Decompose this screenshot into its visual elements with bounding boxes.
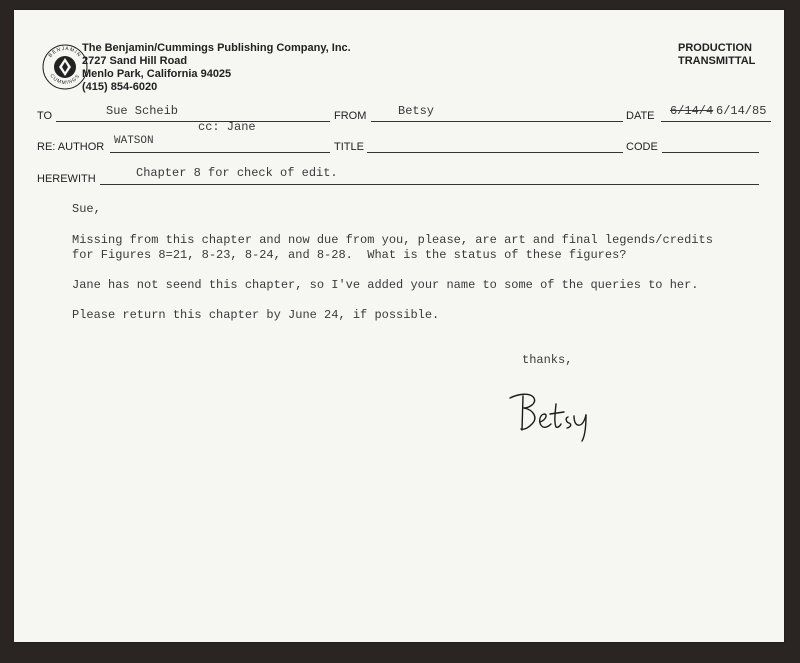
cc-value: cc: Jane (198, 120, 256, 134)
date-label: DATE (626, 110, 655, 122)
title-line (367, 152, 623, 153)
herewith-line (100, 184, 759, 185)
doc-type-line-1: PRODUCTION (678, 42, 752, 54)
herewith-label: HEREWITH (37, 173, 96, 185)
date-line (661, 121, 771, 122)
paragraph-1-line-1: Missing from this chapter and now due from you, please, are art and final legends/credits (72, 233, 713, 247)
salutation: Sue, (72, 202, 101, 216)
company-name: The Benjamin/Cummings Publishing Company, Inc. (82, 42, 351, 54)
paragraph-1-line-2: for Figures 8=21, 8-23, 8-24, and 8-28. What is the status of these figures? (72, 248, 627, 262)
doc-type-line-2: TRANSMITTAL (678, 55, 756, 67)
code-label: CODE (626, 141, 658, 153)
signature (508, 384, 618, 444)
title-label: TITLE (334, 141, 364, 153)
author-label: RE: AUTHOR (37, 141, 105, 153)
to-line (56, 121, 330, 122)
to-label: TO (37, 110, 53, 122)
company-address-1: 2727 Sand Hill Road (82, 55, 188, 67)
paragraph-3: Please return this chapter by June 24, if possible. (72, 308, 440, 322)
svg-text:BENJAMIN: BENJAMIN (47, 45, 83, 59)
date-value: 6/14/85 (716, 104, 767, 118)
author-value: WATSON (114, 135, 154, 147)
herewith-value: Chapter 8 for check of edit. (136, 166, 338, 180)
svg-text:CUMMINGS: CUMMINGS (48, 72, 82, 87)
closing: thanks, (522, 353, 573, 367)
transmittal-form (14, 10, 784, 642)
author-line (110, 152, 330, 153)
company-phone: (415) 854-6020 (82, 81, 158, 93)
from-label: FROM (334, 110, 367, 122)
from-value: Betsy (398, 104, 435, 118)
from-line (371, 121, 623, 122)
to-value: Sue Scheib (106, 104, 179, 118)
paragraph-2: Jane has not seend this chapter, so I've added your name to some of the queries to her. (72, 278, 699, 292)
company-address-2: Menlo Park, California 94025 (82, 68, 232, 80)
date-struck: 6/14/4 (670, 104, 714, 118)
code-line (662, 152, 759, 153)
